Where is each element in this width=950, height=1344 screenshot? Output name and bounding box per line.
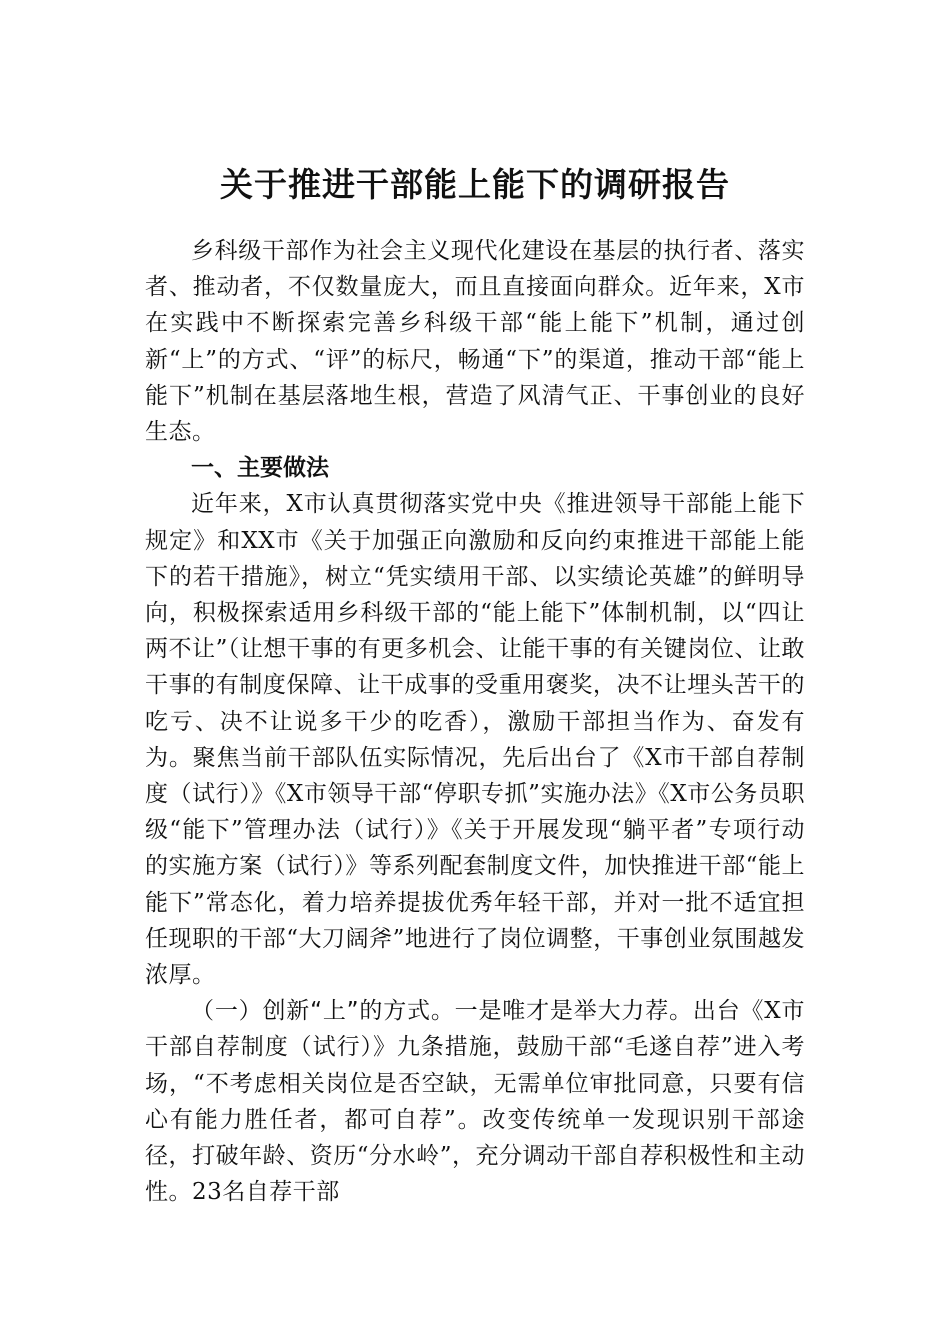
document-body [145, 233, 805, 1210]
section-paragraph: 近年来，X市认真贯彻落实党中央《推进领导干部能上能下规定》和XX市《关于加强正向激励和反向约束推进干部能上能下的若干措施》，树立“凭实绩用干部、以实绩论英雄”的鲜明导向，积极探索适用乡科级干部的“能上能下”体制机制，以“四让两不让”（让想干事的有更多机会、让能干事的有关键岗位、让敢干事的有制度保障、让干成事的受重用褒奖，决不让埋头苦干的吃亏、决不让说多干少的吃香），激励干部担当作为、奋发有为。聚焦当前干部队伍实际情况，先后出台了《X市干部自荐制度（试行）》《X市领导干部“停职专抓”实施办法》《X市公务员职级“能下”管理办法（试行）》《关于开展发现“躺平者”专项行动的实施方案（试行）》等系列配套制度文件，加快推进干部“能上能下”常态化，着力培养提拔优秀年轻干部，并对一批不适宜担任现职的干部“大刀阔斧”地进行了岗位调整，干事创业氛围越发浓厚。 [145, 491, 805, 989]
subsection-text: 一是唯才是举大力荐。出台《X市干部自荐制度（试行）》九条措施，鼓励干部“毛遂自荐”进入考场，“不考虑相关岗位是否空缺，无需单位审批同意，只要有信心有能力胜任者，都可自荐”。改变传统单一发现识别干部途径，打破年龄、资历“分水岭”，充分调动干部自荐积极性和主动性。23名自荐干部 [145, 998, 805, 1206]
document-title: 关于推进干部能上能下的调研报告 [220, 165, 730, 204]
subsection-paragraph [145, 993, 805, 1210]
subsection-heading: （一）创新“上”的方式。 [191, 998, 455, 1025]
intro-paragraph: 乡科级干部作为社会主义现代化建设在基层的执行者、落实者、推动者，不仅数量庞大，而且直接面向群众。近年来，X市在实践中不断探索完善乡科级干部“能上能下”机制，通过创新“上”的方式、“评”的标尺，畅通“下”的渠道，推动干部“能上能下”机制在基层落地生根，营造了风清气正、干事创业的良好生态。 [145, 238, 805, 446]
section-heading: 一、主要做法 [191, 455, 329, 482]
